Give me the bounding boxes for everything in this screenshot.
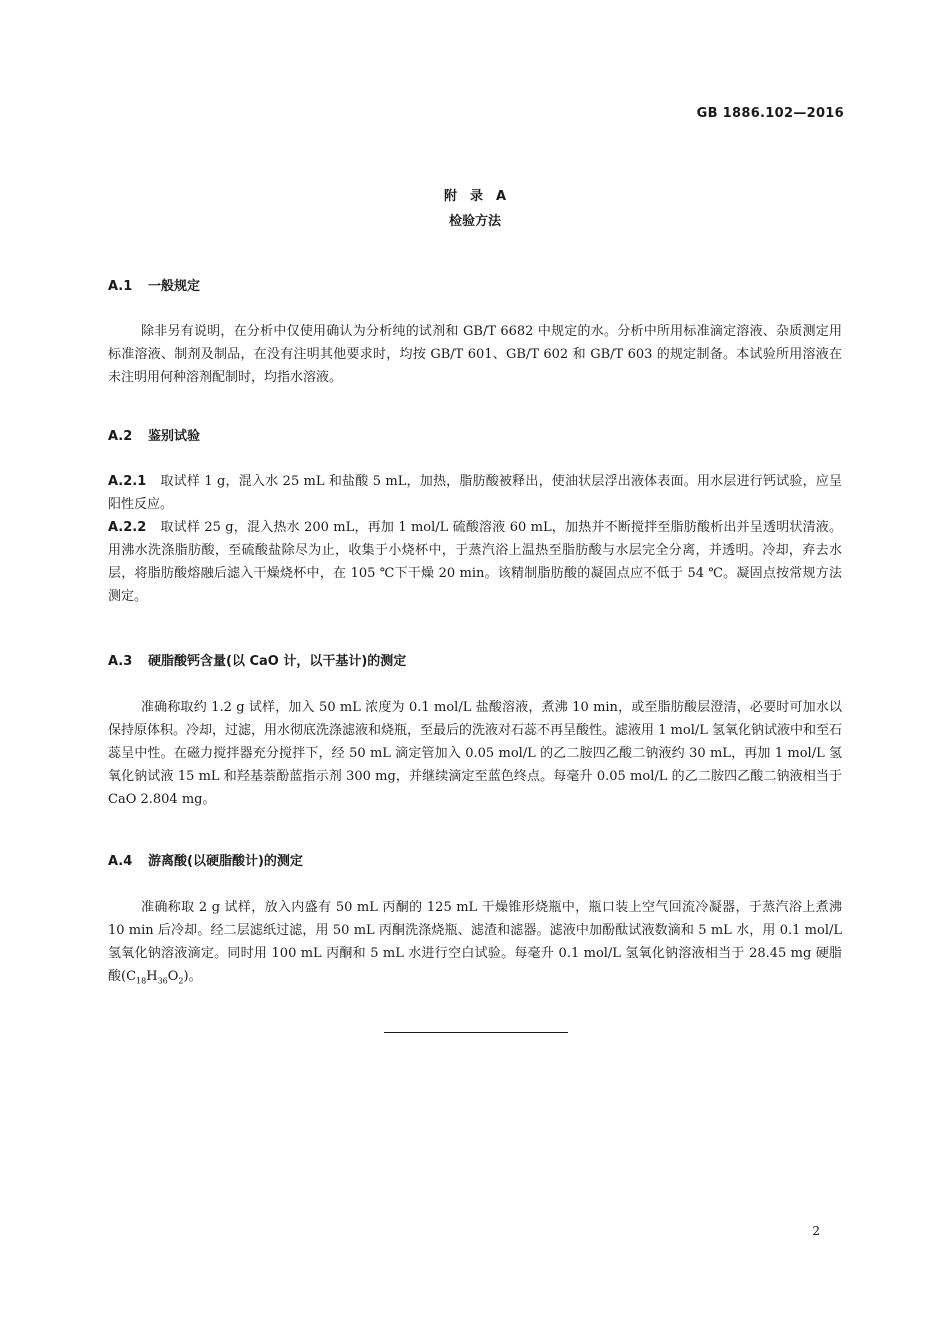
section-heading-a1	[108, 275, 200, 294]
section-heading-a4	[108, 850, 303, 869]
section-title: 一般规定	[148, 279, 201, 294]
chemical-formula: $C_{18}H_{36}O_2$	[126, 969, 184, 986]
annex-title: 检验方法	[448, 214, 501, 229]
body-text: 准确称取 2 g 试样，放入内盛有 50 mL 丙酮的 125 mL 干燥锥形烧瓶中，瓶口装上空气回流冷凝器，于蒸汽浴上煮沸 10 min 后冷却。经二层滤纸过滤，用 50 mL 丙酮洗涤烧瓶、滤渣和滤器。滤液中加酚酞试液数滴和 5 mL 水，用 0.1 mol/L 氢氧化钠溶液滴定。同时用 100 mL 丙酮和 5 mL 水进行空白试验。每毫升 0.1 mol/L 氢氧化钠溶液相当于 28.45 mg 硬脂酸(	[108, 900, 842, 984]
body-text-end: )。	[183, 969, 202, 984]
section-number: A.1	[108, 279, 133, 294]
clause-text: 取试样 1 g，混入水 25 mL 和盐酸 5 mL，加热，脂肪酸被释出，使油状层浮出液体表面。用水层进行钙试验，应呈阳性反应。	[108, 474, 842, 512]
section-heading-a2	[108, 425, 200, 444]
annex-label: 附 录 A	[443, 189, 507, 204]
clause-a2-1	[108, 470, 842, 516]
clause-a2-2	[108, 516, 842, 608]
standard-number: GB 1886.102—2016	[696, 106, 844, 121]
section-heading-a3	[108, 650, 406, 669]
section-title: 硬脂酸钙含量(以 CaO 计，以干基计)的测定	[148, 654, 407, 669]
section-number: A.3	[108, 654, 133, 669]
clause-text: 取试样 25 g，混入热水 200 mL，再加 1 mol/L 硫酸溶液 60 mL，加热并不断搅拌至脂肪酸析出并呈透明状清液。用沸水洗涤脂肪酸，至硫酸盐除尽为止，收集于小烧杯中，于蒸汽浴上温热至脂肪酸与水层完全分离，并透明。冷却，弃去水层，将脂肪酸熔融后滤入干燥烧杯中，在 105 ℃下干燥 20 min。该精制脂肪酸的凝固点应不低于 54 ℃。凝固点按常规方法测定。	[108, 520, 842, 604]
clause-number: A.2.2	[108, 520, 147, 535]
page-number: 2	[812, 1224, 820, 1238]
section-a1-body: 除非另有说明，在分析中仅使用确认为分析纯的试剂和 GB/T 6682 中规定的水。分析中所用标准滴定溶液、杂质测定用标准溶液、制剂及制品，在没有注明其他要求时，均按 GB/T 601、GB/T 602 和 GB/T 603 的规定制备。本试验所用溶液在未注明用何种溶剂配制时，均指水溶液。	[108, 324, 842, 385]
section-title: 鉴别试验	[148, 429, 201, 444]
section-a4-body	[108, 896, 842, 993]
clause-number: A.2.1	[108, 474, 147, 489]
section-title: 游离酸(以硬脂酸计)的测定	[148, 854, 303, 869]
section-a3-body: 准确称取约 1.2 g 试样，加入 50 mL 浓度为 0.1 mol/L 盐酸溶液，煮沸 10 min，或至脂肪酸层澄清，必要时可加水以保持原体积。冷却，过滤，用水彻底洗涤滤液和烧瓶，至最后的洗液对石蕊不再呈酸性。滤液用 1 mol/L 氢氧化钠试液中和至石蕊呈中性。在磁力搅拌器充分搅拌下，经 50 mL 滴定管加入 0.05 mol/L 的乙二胺四乙酸二钠液约 30 mL，再加 1 mol/L 氢氧化钠试液 15 mL 和羟基萘酚蓝指示剂 300 mg，并继续滴定至蓝色终点。每毫升 0.05 mol/L 的乙二胺四乙酸二钠液相当于 CaO 2.804 mg。	[108, 700, 842, 807]
end-rule	[384, 1032, 568, 1033]
section-number: A.4	[108, 854, 133, 869]
section-number: A.2	[108, 429, 133, 444]
